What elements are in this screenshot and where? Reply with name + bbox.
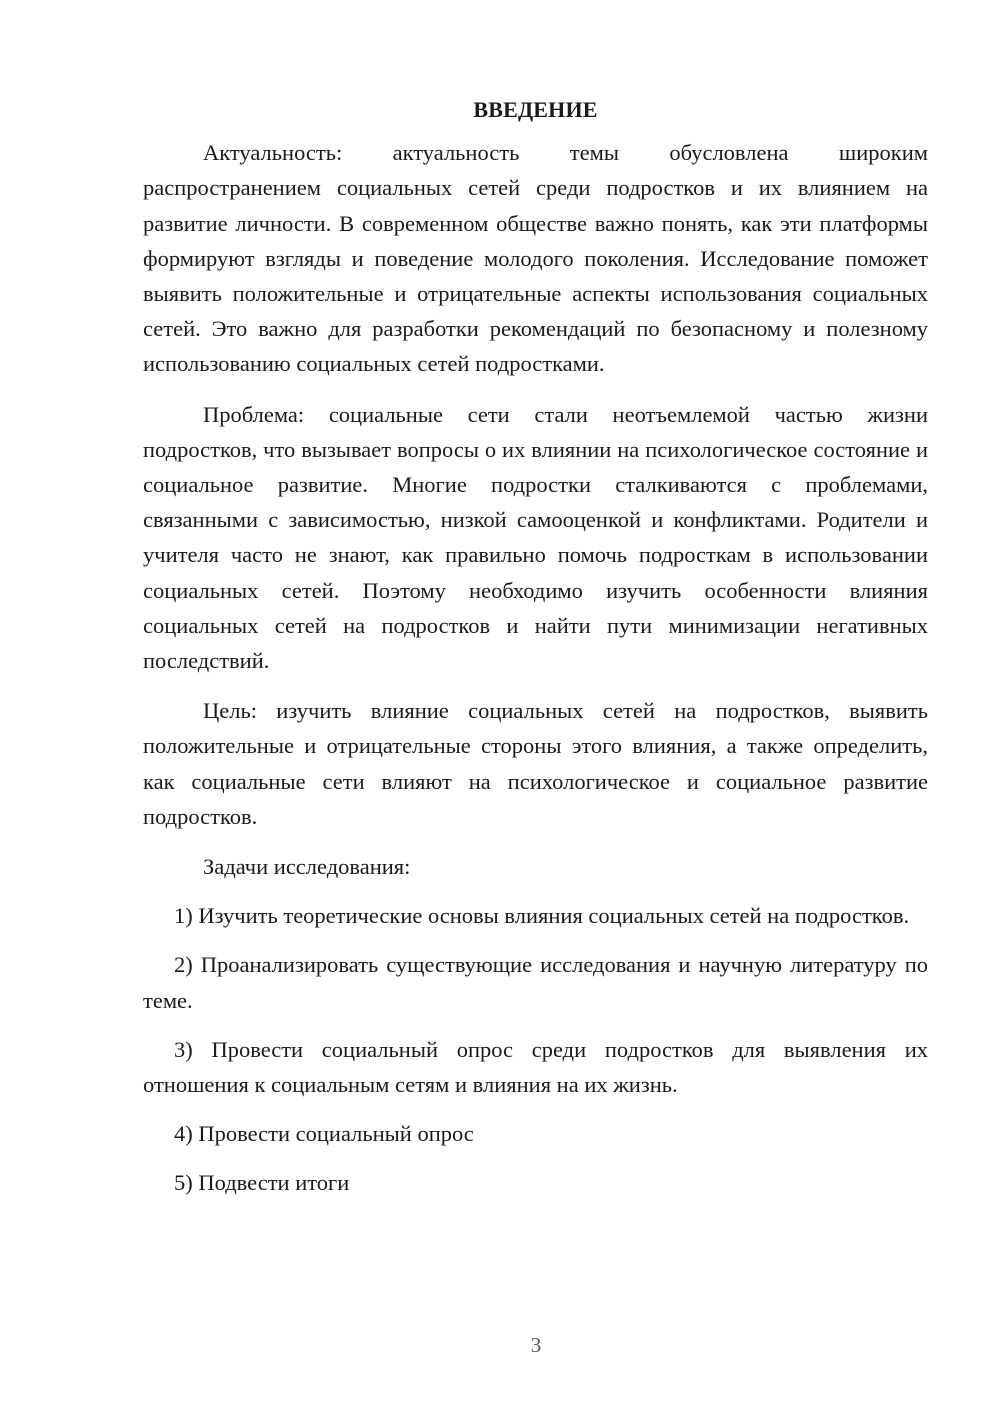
page-number: 3 bbox=[530, 1333, 542, 1357]
paragraph-relevance: Актуальность: актуальность темы обусловлена широким распространением социальных сетей среди подростков и их влиянием на развитие личности. В современном обществе важно понять, как эти платформы формируют взгляды и поведение молодого поколения. Исследование поможет выявить положительные и отрицательные аспекты использования социальных сетей. Это важно для разработки рекомендаций по безопасному и полезному использованию социальных сетей подростками. bbox=[143, 140, 928, 377]
document-page bbox=[143, 92, 928, 1215]
task-item-4: 4) Провести социальный опрос bbox=[174, 1121, 474, 1147]
tasks-heading: Задачи исследования: bbox=[203, 854, 411, 880]
task-item-5: 5) Подвести итоги bbox=[174, 1170, 350, 1196]
task-item-2: 2) Проанализировать существующие исследования и научную литературу по теме. bbox=[143, 952, 928, 1013]
paragraph-problem: Проблема: социальные сети стали неотъемлемой частью жизни подростков, что вызывает вопросы о их влиянии на психологическое состояние и социальное развитие. Многие подростки сталкиваются с проблемами, связанными с зависимостью, низкой самооценкой и конфликтами. Родители и учителя часто не знают, как правильно помочь подросткам в использовании социальных сетей. Поэтому необходимо изучить особенности влияния социальных сетей на подростков и найти пути минимизации негативных последствий. bbox=[143, 401, 928, 674]
task-item-1: 1) Изучить теоретические основы влияния социальных сетей на подростков. bbox=[174, 903, 910, 929]
paragraph-goal: Цель: изучить влияние социальных сетей на подростков, выявить положительные и отрицательные стороны этого влияния, а также определить, как социальные сети влияют на психологическое и социальное развитие подростков. bbox=[143, 698, 928, 829]
task-item-3: 3) Провести социальный опрос среди подростков для выявления их отношения к социальным сетям и влияния на их жизнь. bbox=[143, 1036, 928, 1098]
page-title: ВВЕДЕНИЕ bbox=[473, 97, 598, 122]
